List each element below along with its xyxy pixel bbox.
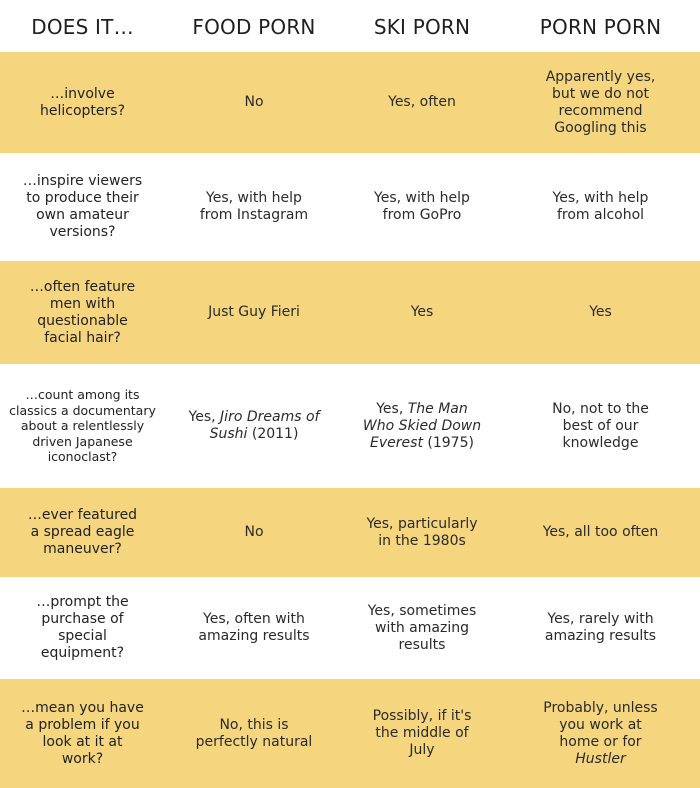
porn-at-work-text: Probably, unless you work at home or for Hustler [543,699,658,767]
header-does-it: DOES IT… [0,0,165,52]
ski-documentary-text: Yes, The Man Who Skied Down Everest (1975) [362,400,482,451]
question-documentary: …count among its classics a documentary about a relentlessly driven Japanese iconoclast? [0,364,165,488]
header-ski-porn: SKI PORN [343,0,501,52]
ski-answer-helicopters: Yes, often [343,52,501,153]
ski-answer-at-work: Possibly, if it's the middle of July [343,679,501,788]
food-documentary-text: Yes, Jiro Dreams of Sushi (2011) [188,409,320,442]
header-porn-porn: PORN PORN [501,0,700,52]
question-at-work: …mean you have a problem if you look at it at work? [0,679,165,788]
porn-answer-documentary: No, not to the best of our knowledge [501,364,700,488]
ski-answer-facial-hair: Yes [343,261,501,364]
hustler-title: Hustler [575,750,626,767]
ski-answer-amateur-versions: Yes, with help from GoPro [343,153,501,261]
ski-answer-documentary [343,364,501,488]
everest-title: The Man Who Skied Down Everest [362,400,482,451]
food-answer-documentary [165,364,343,488]
header-food-porn: FOOD PORN [165,0,343,52]
porn-answer-at-work [501,679,700,788]
jiro-title: Jiro Dreams of Sushi [209,409,320,442]
food-answer-spread-eagle: No [165,488,343,577]
question-facial-hair: …often feature men with questionable facial hair? [0,261,165,364]
porn-answer-spread-eagle: Yes, all too often [501,488,700,577]
question-amateur-versions: …inspire viewers to produce their own amateur versions? [0,153,165,261]
question-spread-eagle: …ever featured a spread eagle maneuver? [0,488,165,577]
ski-answer-special-equipment: Yes, sometimes with amazing results [343,577,501,679]
food-answer-facial-hair: Just Guy Fieri [165,261,343,364]
porn-answer-facial-hair: Yes [501,261,700,364]
question-special-equipment: …prompt the purchase of special equipment? [0,577,165,679]
porn-answer-amateur-versions: Yes, with help from alcohol [501,153,700,261]
question-helicopters: …involve helicopters? [0,52,165,153]
food-answer-helicopters: No [165,52,343,153]
food-answer-special-equipment: Yes, often with amazing results [165,577,343,679]
porn-answer-special-equipment: Yes, rarely with amazing results [501,577,700,679]
porn-answer-helicopters: Apparently yes, but we do not recommend Googling this [501,52,700,153]
food-answer-at-work: No, this is perfectly natural [165,679,343,788]
ski-answer-spread-eagle: Yes, particularly in the 1980s [343,488,501,577]
food-answer-amateur-versions: Yes, with help from Instagram [165,153,343,261]
